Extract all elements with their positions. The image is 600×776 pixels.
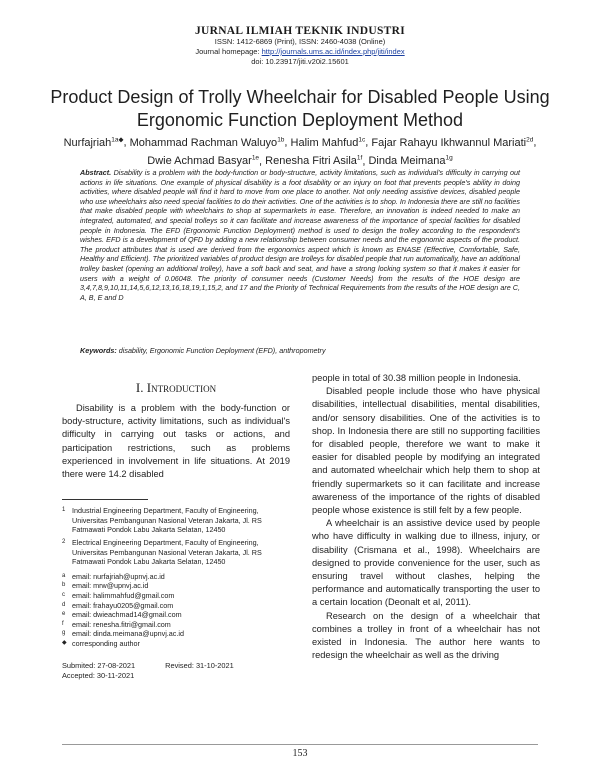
affiliation-footnote: 1 Industrial Engineering Department, Faculty of Engineering, Universitas Pembangunan Nasional Veteran Jakarta, Jl. RS Fatmawati Pondok Labu Jakarta Selatan, 12450	[62, 506, 262, 535]
left-column	[62, 372, 290, 681]
email-footnote: c email: halimmahfud@gmail.com	[62, 590, 175, 600]
paragraph: Disabled people include those who have physical disabilities, intellectual disabilities, mental disabilities, and/or sensory disabilities. One of the activities is to shop. In Indonesia there are still no supporting facilities for disabled people, therefore we want to make it easier for disabled people by modifying an integrated and automated wheelchair which help them to shop at friendly supermarkets so it can facilitate and increase awareness of the importance of the rights of disabled people whose existence is still felt by a few people.	[312, 386, 540, 516]
abstract-label: Abstract.	[80, 168, 112, 177]
author: Dwie Achmad Basyar$^{1e}$	[147, 154, 260, 168]
email-footnote: b email: mrw@upnvj.ac.id	[62, 581, 149, 591]
author: Halim Mahfud$^{1c}$	[290, 136, 366, 149]
footnote-divider	[62, 499, 148, 500]
accepted-date: Accepted: 30-11-2021	[62, 670, 135, 680]
homepage-link[interactable]: http://journals.ums.ac.id/index.php/jiti/index	[261, 47, 405, 56]
author: Renesha Fitri Asila$^{1f}$	[265, 154, 363, 168]
affiliation-footnote: 2 Electrical Engineering Department, Faculty of Engineering, Universitas Pembangunan Nasional Veteran Jakarta, Jl. RS Fatmawati Pondok Labu Jakarta Selatan, 12450	[62, 538, 262, 567]
email-footnote: e email: dwieachmad14@gmail.com	[62, 610, 182, 620]
intro-right-text	[312, 372, 540, 662]
journal-header	[0, 25, 600, 67]
author: Dinda Meimana$^{1g}$	[368, 154, 453, 168]
paragraph: A wheelchair is an assistive device used by people who have difficulty in walking due to illness, injury, or disability (Crismana et al., 1998). Wheelchairs are designed to provide convenience for the user, such as ensuring travel without clashes, helping the performance and automatically transporting the user to a certain location (Deonalt et al, 2011).	[312, 518, 540, 608]
keywords-label: Keywords:	[80, 346, 117, 355]
email-list	[62, 572, 290, 649]
journal-name: JURNAL ILMIAH TEKNIK INDUSTRI	[194, 25, 406, 37]
footer-divider	[62, 744, 538, 745]
submission-dates	[62, 661, 290, 681]
author: Mohammad Rachman Waluyo$^{1b}$	[129, 136, 285, 149]
abstract	[80, 168, 520, 302]
author: Fajar Rahayu Ikhwannul Mariati$^{2d}$	[371, 136, 534, 149]
right-column	[312, 372, 540, 662]
journal-doi: doi: 10.23917/jiti.v20i2.15601	[251, 57, 349, 66]
footnotes	[62, 506, 290, 648]
page-number: 153	[292, 748, 308, 759]
journal-issn: ISSN: 1412-6869 (Print), ISSN: 2460-4038 (Online)	[214, 37, 386, 46]
author-list: Nurfajriah$^{1a◆}$, Mohammad Rachman Waluyo$^{1b}$, Halim Mahfud$^{1c}$, Fajar Rahayu Ikhwannul Mariati$^{2d}$, Dwie Achmad Basyar$^{1e}$, Renesha Fitri Asila$^{1f}$, Dinda Meimana$^{1g}$	[63, 136, 537, 168]
paragraph: people in total of 30.38 million people in Indonesia.	[312, 373, 521, 383]
revised-date: Revised: 31-10-2021	[165, 660, 234, 670]
section-heading-introduction: I. Introduction	[135, 380, 217, 395]
corresponding-author-note: ◆ corresponding author	[62, 638, 140, 648]
email-footnote: f email: renesha.fitri@gmail.com	[62, 619, 171, 629]
intro-left-text	[62, 402, 290, 481]
abstract-text: Disability is a problem with the body-function or body-structure, activity limitations, such as individual's difficulty in carrying out actions in life situations. One example of physical disability is a foot disability or an injury on foot that prevents people's ability in doing activities, where disabled people will find it hard to move from one place to another. Not only needing assistive devices, disabled people who use wheelchairs also need special facilities to do their activities. One of the activities is to shop. In Indonesia there are still no facilities that make disabled people with wheelchairs to shop at supermarkets in ease. Therefore, an innovation is indeed needed to make an integrated, automated, and special trolleys so it can facilitate and increase awareness of the importance of special facilities for disabled people in Indonesia. The EFD (Ergonomic Function Deployment) method is used to design the trolley according to the respondent's wishes. EFD is a development of QFD by adding a new relationship between consumer needs and the ergonomic aspects of the product. The product attributes that is used are derived from the ergonomics aspect which is known as ENASE (Effective, Comfortable, Safe, Healthy and Efficient). The prioritized variables of product design are trolleys for disabled people that run automatically, have an additional trolley basket (opening an additional trolley), have a soft back and seat, and have a strong locking system so that it makes it easier for users with a weight of 0.06048. The priority of consumer needs (Customer Needs) from the results of the HOE design are 3,4,7,8,9,10,11,14,5,6,12,13,16,18,19,1,15,2, and 17 and the Priority of Technical Requirements from the results of the HOE design are C, A, B, E and D	[80, 168, 521, 302]
email-footnote: d email: frahayu0205@gmail.com	[62, 600, 174, 610]
paragraph: Research on the design of a wheelchair that combines a trolley in front of a wheelchair has not existed in Indonesia. The author here wants to redesign the wheelchair as well as the driving	[312, 610, 540, 661]
author: Nurfajriah$^{1a◆}$	[63, 136, 124, 149]
paragraph: Disability is a problem with the body-function or body-structure, activity limitations, such as individual's difficulty in carrying out tasks or actions, and participation restrictions, such as problems experienced in involvement in life situations. At 2019 there were 14.2 disabled	[62, 403, 290, 480]
journal-homepage	[0, 47, 600, 57]
email-footnote: a email: nurfajriah@upnvj.ac.id	[62, 571, 165, 581]
keywords-text: disability, Ergonomic Function Deployment (EFD), anthropometry	[118, 346, 326, 355]
paper-title: Product Design of Trolly Wheelchair for Disabled People Using Ergonomic Function Deployment Method	[50, 87, 550, 130]
email-footnote: g email: dinda.meimana@upnvj.ac.id	[62, 629, 184, 639]
keywords	[80, 346, 520, 355]
submitted-date: Submited: 27-08-2021	[62, 660, 136, 670]
homepage-label: Journal homepage:	[195, 47, 262, 56]
